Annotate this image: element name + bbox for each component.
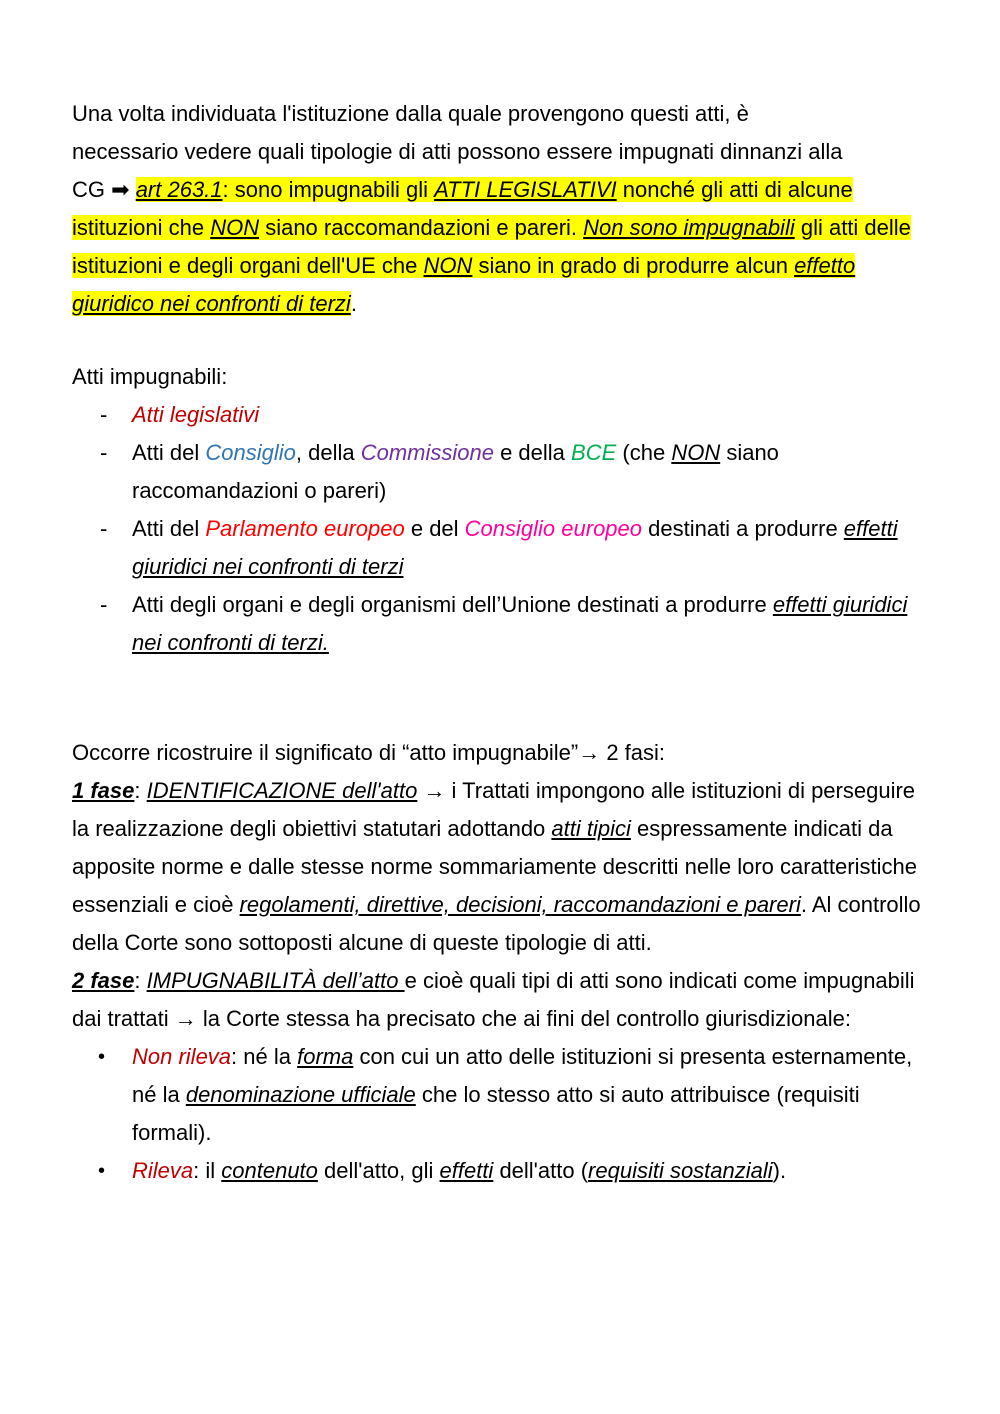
list-item	[72, 1152, 938, 1190]
list-item	[72, 510, 938, 586]
art-reference: art 263.1	[135, 177, 223, 202]
fase-1-text: espressamente indicati da apposite norme e dalle stesse norme sommariamente descritti nelle loro caratteristiche essenziali e cioè	[72, 816, 917, 917]
fasi-intro	[72, 734, 938, 772]
item-text: : il	[193, 1158, 222, 1183]
forma-emphasis: forma	[297, 1044, 354, 1069]
item-text: (che	[616, 440, 672, 465]
cg-label: CG	[72, 177, 105, 202]
intro-paragraph	[72, 95, 938, 323]
list-item	[72, 396, 938, 434]
item-text: e del	[404, 516, 465, 541]
dash-marker: -	[100, 402, 108, 427]
item-text: destinati a produrre	[642, 516, 844, 541]
effetti-giuridici-emphasis: effetti giuridici nei confronti di terzi.	[132, 592, 908, 655]
atti-list	[72, 396, 938, 662]
list-item	[72, 1038, 938, 1152]
list-item	[72, 434, 938, 510]
section-heading: Atti impugnabili:	[72, 364, 228, 389]
list-item	[72, 586, 938, 662]
item-text: ).	[772, 1158, 787, 1183]
fase-2-paragraph	[72, 962, 938, 1038]
atti-legislativi-item: Atti legislativi	[132, 402, 260, 427]
item-text: dell'atto, gli	[317, 1158, 440, 1183]
intro-line-2: necessario vedere quali tipologie di atti possono essere impugnati dinnanzi alla	[72, 139, 843, 164]
fase-2-title: IMPUGNABILITÀ dell’atto	[146, 968, 405, 993]
atti-legislativi-emphasis: ATTI LEGISLATIVI	[434, 177, 617, 202]
requisiti-emphasis: requisiti sostanziali	[588, 1158, 773, 1183]
non-emphasis: NON	[671, 440, 721, 465]
item-text: Atti del	[132, 440, 206, 465]
fase-2-label: 2 fase	[72, 968, 135, 993]
item-text: che lo stesso atto si auto attribuisce (requisiti formali).	[132, 1082, 860, 1145]
item-text: Atti del	[132, 516, 206, 541]
commissione-term: Commissione	[360, 440, 494, 465]
non-emphasis: NON	[423, 253, 473, 278]
bce-term: BCE	[571, 440, 617, 465]
effetti-emphasis: effetti	[439, 1158, 494, 1183]
dash-marker: -	[100, 440, 108, 465]
contenuto-emphasis: contenuto	[221, 1158, 318, 1183]
fase-1-paragraph	[72, 772, 938, 962]
fasi-intro-text: Occorre ricostruire il significato di “atto impugnabile”	[72, 740, 579, 765]
rileva-list	[72, 1038, 938, 1190]
intro-period: .	[350, 291, 357, 316]
parlamento-term: Parlamento europeo	[205, 516, 405, 541]
fasi-section	[72, 734, 938, 1190]
item-text: e della	[493, 440, 572, 465]
item-text: : né la	[231, 1044, 298, 1069]
effetti-giuridici-emphasis: effetti giuridici nei confronti di terzi	[132, 516, 898, 579]
atti-tipici-emphasis: atti tipici	[551, 816, 631, 841]
rileva-label: Rileva	[132, 1158, 194, 1183]
consiglio-term: Consiglio	[205, 440, 296, 465]
non-impugnabili-emphasis: Non sono impugnabili	[583, 215, 795, 240]
fasi-intro-text: 2 fasi:	[600, 740, 666, 765]
item-text: Atti degli organi e degli organismi dell’Unione destinati a produrre	[132, 592, 773, 617]
non-emphasis: NON	[210, 215, 260, 240]
non-rileva-label: Non rileva	[132, 1044, 232, 1069]
intro-text: gli atti delle istituzioni e degli organi dell'UE che	[72, 215, 911, 278]
bullet-marker: •	[98, 1046, 106, 1068]
item-text: siano raccomandazioni o pareri)	[132, 440, 779, 503]
fase-2-text: e cioè quali tipi di atti sono indicati come impugnabili dai trattati → la Corte stessa ha precisato che ai fini del controllo giurisdizionale:	[72, 968, 915, 1031]
consiglio-europeo-term: Consiglio europeo	[464, 516, 643, 541]
atti-impugnabili-section	[72, 358, 938, 662]
bullet-marker: •	[98, 1160, 106, 1182]
intro-text: nonché gli atti di alcune istituzioni che	[72, 177, 853, 240]
denominazione-emphasis: denominazione ufficiale	[185, 1082, 416, 1107]
fase-1-text: → i Trattati impongono alle istituzioni di perseguire la realizzazione degli obiettivi statutari adottando	[72, 778, 916, 841]
item-text: , della	[295, 440, 361, 465]
fase-1-label: 1 fase	[72, 778, 135, 803]
intro-line-1: Una volta individuata l'istituzione dalla quale provengono questi atti, è	[72, 101, 749, 126]
colon: :	[134, 778, 147, 803]
intro-text: : sono impugnabili gli	[222, 177, 435, 202]
fase-1-title: IDENTIFICAZIONE dell'atto	[146, 778, 418, 803]
item-text: con cui un atto delle istituzioni si presenta esternamente, né la	[132, 1044, 913, 1107]
atti-list-emphasis: regolamenti, direttive, decisioni, raccomandazioni e pareri	[239, 892, 801, 917]
intro-text: siano in grado di produrre alcun	[472, 253, 795, 278]
item-text: dell'atto (	[493, 1158, 589, 1183]
dash-marker: -	[100, 516, 108, 541]
colon: :	[134, 968, 147, 993]
arrow-icon: →	[578, 740, 601, 765]
dash-marker: -	[100, 592, 108, 617]
right-arrow-icon: ➡	[111, 177, 130, 202]
effetto-giuridico-emphasis: effetto giuridico nei confronti di terzi	[72, 253, 856, 316]
fase-1-text: . Al controllo della Corte sono sottoposti alcune di queste tipologie di atti.	[72, 892, 921, 955]
highlighted-text	[72, 177, 911, 316]
intro-text: siano raccomandazioni e pareri.	[259, 215, 584, 240]
